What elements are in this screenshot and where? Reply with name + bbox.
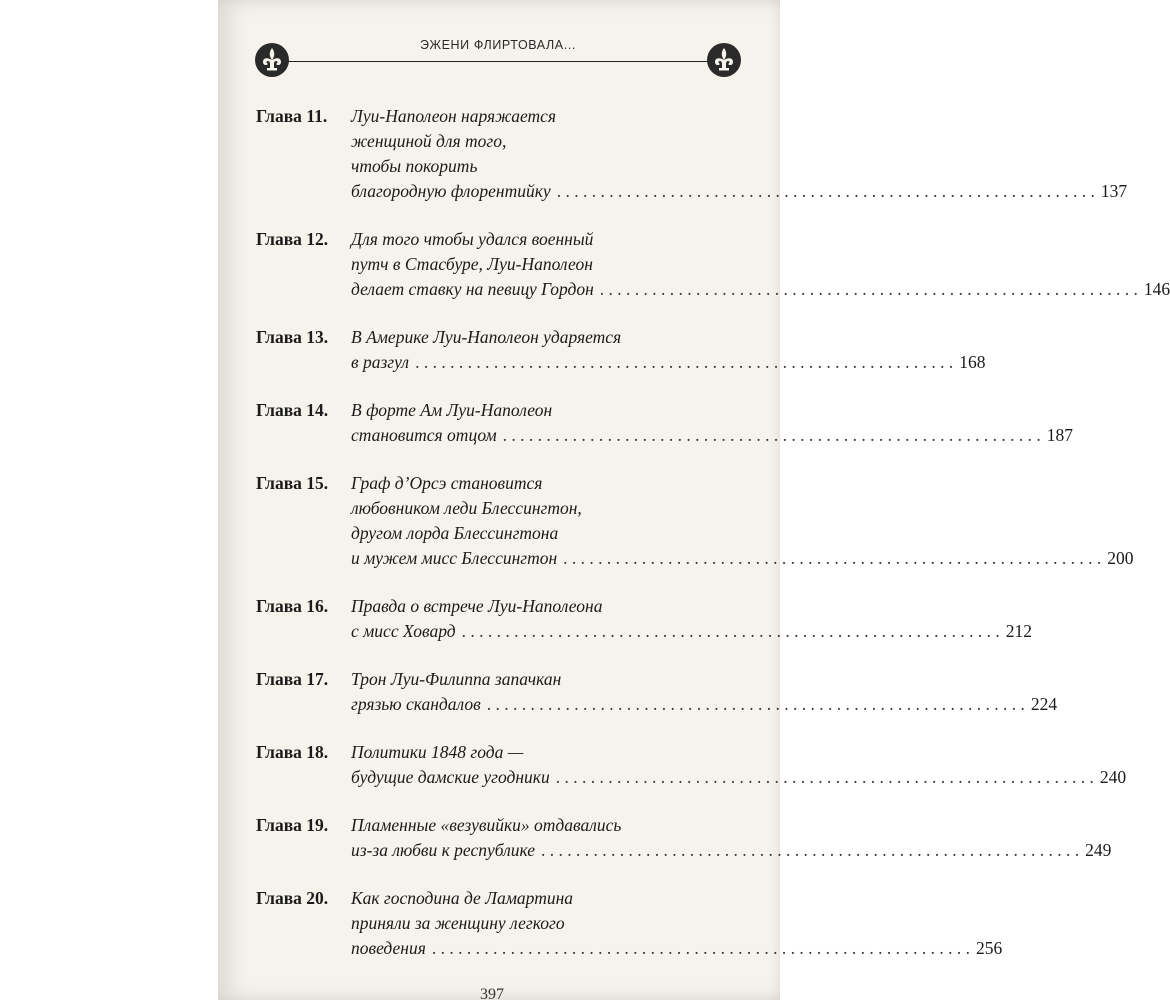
chapter-title-line: Луи-Наполеон наряжается [351,106,557,126]
chapter-title-last-line [351,838,1111,863]
chapter-title-line: Пламенные «везувийки» отдавались [351,815,622,835]
chapter-title-line: благородную флорентийку [351,181,551,201]
toc-entry [256,886,1003,961]
chapter-label: Глава 15. [256,473,329,493]
chapter-label: Глава 17. [256,669,329,689]
chapter-label: Глава 14. [256,400,329,420]
page-reference: 249 [1085,840,1112,860]
toc-entry [256,740,1127,790]
chapter-title-last-line [351,546,1134,571]
page-reference: 200 [1107,548,1134,568]
page-reference: 168 [959,352,986,372]
chapter-title-last-line [351,619,1032,644]
chapter-title-line: делает ставку на певицу Гордон [351,279,594,299]
chapter-title-last-line [351,423,1073,448]
running-title: ЭЖЕНИ ФЛИРТОВАЛА... [420,38,576,52]
page-number: 397 [480,986,504,1003]
chapter-title-line: приняли за женщину легкого [351,913,565,933]
toc-entry [256,594,1033,644]
book-page [218,0,1170,1003]
page-reference: 146 [1143,279,1170,299]
chapter-title-last-line [351,936,1002,961]
running-header [248,28,748,88]
page-reference: 187 [1046,425,1074,445]
chapter-title-line: Для того чтобы удался военный [351,229,594,249]
page-reference: 256 [975,938,1003,958]
dot-leader [600,277,1138,302]
fleur-de-lis-icon [706,42,742,78]
chapter-title [351,104,1127,204]
chapter-title-last-line [351,277,1170,302]
toc-entry [256,813,1112,863]
chapter-label: Глава 18. [256,742,329,762]
dot-leader [503,423,1041,448]
chapter-title-line: Правда о встрече Луи-Наполеона [351,596,603,616]
chapter-title [351,594,1032,644]
chapter-title-line: Граф д’Орсэ становится [351,473,543,493]
header-rule [288,61,708,62]
chapter-title-line: Как господина де Ламартина [351,888,574,908]
chapter-title [351,886,1002,961]
toc-entry [256,471,1134,571]
chapter-label: Глава 19. [256,815,329,835]
chapter-label: Глава 12. [256,229,329,249]
chapter-title-line: В Америке Луи-Наполеон ударяется [351,327,622,347]
dot-leader [541,838,1079,863]
page-reference: 240 [1099,767,1127,787]
chapter-title-line: грязью скандалов [351,694,481,714]
page-reference: 212 [1005,621,1033,641]
chapter-label: Глава 20. [256,888,329,908]
chapter-title-line: поведения [351,938,426,958]
dot-leader [462,619,1000,644]
chapter-title [351,325,985,375]
chapter-title-line: путч в Стасбуре, Луи-Наполеон [351,254,593,274]
chapter-title-line: чтобы покорить [351,156,478,176]
chapter-title [351,667,1057,717]
chapter-title-last-line [351,765,1126,790]
chapter-title-line: становится отцом [351,425,497,445]
chapter-label: Глава 11. [256,106,328,126]
dot-leader [556,765,1094,790]
chapter-title [351,471,1134,571]
chapter-title-line: любовником леди Блессингтон, [351,498,582,518]
dot-leader [415,350,953,375]
chapter-title-line: из-за любви к республике [351,840,536,860]
chapter-title [351,398,1073,448]
chapter-title-last-line [351,179,1127,204]
toc-entry [256,667,1058,717]
chapter-title-line: будущие дамские угодники [351,767,550,787]
chapter-title-line: и мужем мисс Блессингтон [351,548,558,568]
chapter-title [351,813,1111,863]
toc-entry [256,325,986,375]
toc-entry [256,104,1128,204]
page-reference: 137 [1100,181,1128,201]
toc-entry [256,227,1170,302]
table-of-contents [256,104,1170,984]
chapter-title-last-line [351,350,985,375]
toc-entry [256,398,1074,448]
chapter-title [351,740,1126,790]
chapter-title-line: другом лорда Блессингтона [351,523,559,543]
dot-leader [563,546,1101,571]
chapter-title-last-line [351,692,1057,717]
chapter-title-line: Трон Луи-Филиппа запачкан [351,669,562,689]
dot-leader [557,179,1095,204]
chapter-title-line: Политики 1848 года — [351,742,524,762]
chapter-title-line: в разгул [351,352,410,372]
chapter-label: Глава 16. [256,596,329,616]
page-reference: 224 [1030,694,1058,714]
chapter-title [351,227,1170,302]
dot-leader [432,936,970,961]
chapter-title-line: с мисс Ховард [351,621,456,641]
chapter-title-line: В форте Ам Луи-Наполеон [351,400,553,420]
chapter-label: Глава 13. [256,327,329,347]
chapter-title-line: женщиной для того, [351,131,507,151]
dot-leader [487,692,1025,717]
